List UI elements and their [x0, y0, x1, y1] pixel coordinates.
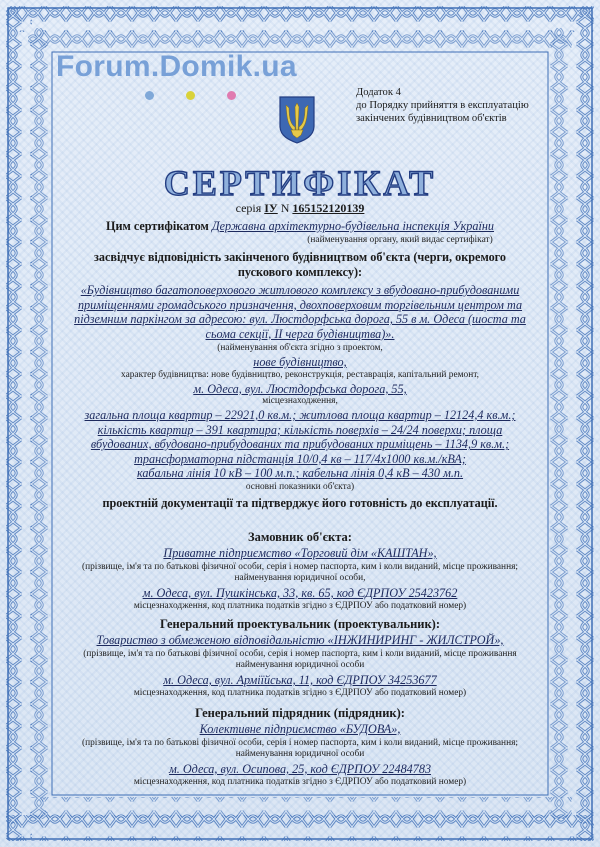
designer-name: Товариство з обмеженою відповідальністю «ІНЖИНИРИНГ - ЖИЛСТРОЙ»,: [96, 633, 504, 647]
conformity-statement: проектній документації та підтверджує його готовність до експлуатації.: [102, 496, 498, 510]
certifies-line: пускового комплексу):: [237, 265, 363, 279]
contractor-caption: місцезнаходження, код платника податків згідно з ЄДРПОУ або податковий номер): [133, 777, 467, 787]
designer-caption: (прізвище, ім'я та по батькові фізичної особи, серія і номер паспорта, ким і коли виданий, місце проживання: [83, 649, 517, 659]
certificate-title: СЕРТИФІКАТ: [163, 163, 437, 203]
object-line: сьома секції, ІІ черга будівництва)».: [205, 326, 395, 341]
dot-blue-icon: [145, 91, 154, 100]
watermark-text: Forum.Domik.ua: [56, 50, 297, 83]
tryzub-coat-of-arms-icon: [277, 94, 317, 144]
contractor-caption: найменування юридичної особи: [235, 749, 365, 759]
indicators-caption: основні показники об'єкта): [245, 482, 355, 492]
series-value: IУ: [264, 201, 278, 215]
issuer-prefix: Цим сертифікатом: [105, 219, 209, 233]
customer-name: Приватне підприємство «Торговий дім «КАШТАН»,: [163, 546, 437, 560]
customer-caption: (прізвище, ім'я та по батькові фізичної особи, серія і номер паспорта, ким і коли виданий, місце проживання;: [81, 562, 519, 572]
location-caption: місцезнаходження,: [262, 396, 338, 406]
object-line: підземним паркінгом за адресою: вул. Люстдорфська дорога, 55 в м. Одеса (шоста та: [74, 312, 526, 327]
dot-yellow-icon: [186, 91, 195, 100]
issuer-caption: (найменування органу, який видає сертифікат): [307, 235, 493, 245]
construction-type: нове будівництво,: [253, 355, 347, 369]
object-location: м. Одеса, вул. Люстдорфська дорога, 55,: [193, 382, 407, 396]
indicator-line: трансформаторна підстанція 10/0,4 кв – 117/4х1000 кв.м./кВА;: [134, 451, 466, 466]
construction-caption: характер будівництва: нове будівництво, реконструкція, реставрація, капітальний ремонт,: [121, 370, 479, 380]
designer-caption: найменування юридичної особи: [235, 660, 365, 670]
indicator-line: вбудованих, вбудовано-прибудованих та прибудованих приміщень – 1134,9 кв.м.;: [90, 437, 510, 452]
issuer-name: Державна архітектурно-будівельна інспекція України: [211, 219, 495, 233]
customer-caption: місцезнаходження, код платника податків згідно з ЄДРПОУ або податковий номер): [133, 601, 467, 611]
issuer-line: [90, 219, 510, 234]
designer-heading: Генеральний проектувальник (проектувальник):: [159, 617, 441, 631]
customer-caption: найменування юридичної особи,: [234, 573, 366, 583]
contractor-name: Колективне підприємство «БУДОВА»,: [199, 722, 401, 736]
number-label: N: [280, 201, 290, 215]
number-value: 165152120139: [292, 201, 365, 215]
annex-line: до Порядку прийняття в експлуатацію: [356, 100, 529, 112]
indicator-line: загальна площа квартир – 22921,0 кв.м.; житлова площа квартир – 12124,4 кв.м.;: [84, 408, 516, 422]
contractor-caption: (прізвище, ім'я та по батькові фізичної особи, серія і номер паспорта, ким і коли виданий, місце проживання;: [81, 738, 519, 748]
series-label: серія: [235, 201, 262, 215]
object-caption: (найменування об'єкта згідно з проектом,: [217, 343, 383, 353]
certifies-line: засвідчує відповідність закінченого будівництвом об'єкта (черги, окремого: [94, 250, 506, 264]
annex-line: Додаток 4: [356, 87, 401, 98]
designer-caption: місцезнаходження, код платника податків згідно з ЄДРПОУ або податковий номер): [133, 688, 467, 698]
dot-pink-icon: [227, 91, 236, 100]
designer-address: м. Одеса, вул. Арміїйська, 11, код ЄДРПОУ 34253677: [163, 673, 437, 687]
contractor-address: м. Одеса, вул. Осипова, 25, код ЄДРПОУ 22484783: [168, 762, 432, 776]
indicator-line: кількість квартир – 391 квартира; кількість поверхів – 24/24 поверхи; площа: [97, 422, 503, 437]
contractor-heading: Генеральний підрядник (підрядник):: [195, 706, 405, 720]
annex-reference: [356, 86, 556, 126]
customer-heading: Замовник об'єкта:: [248, 530, 352, 544]
object-line: приміщеннями громадського призначення, двохповерховим торгівельним центром та: [77, 297, 523, 312]
customer-address: м. Одеса, вул. Пушкінська, 33, кв. 65, код ЄДРПОУ 25423762: [142, 586, 458, 600]
annex-line: закінчених будівництвом об'єктів: [356, 113, 507, 125]
main-indicators: [62, 408, 538, 481]
object-name: [62, 283, 538, 341]
serial-number: [150, 201, 450, 216]
object-line: «Будівництво багатоповерхового житлового комплексу з вбудовано-прибудованими: [80, 283, 520, 297]
indicator-line: кабальна лінія 10 кВ – 100 м.п.; кабельна лінія 0,4 кВ – 430 м.п.: [136, 466, 464, 481]
